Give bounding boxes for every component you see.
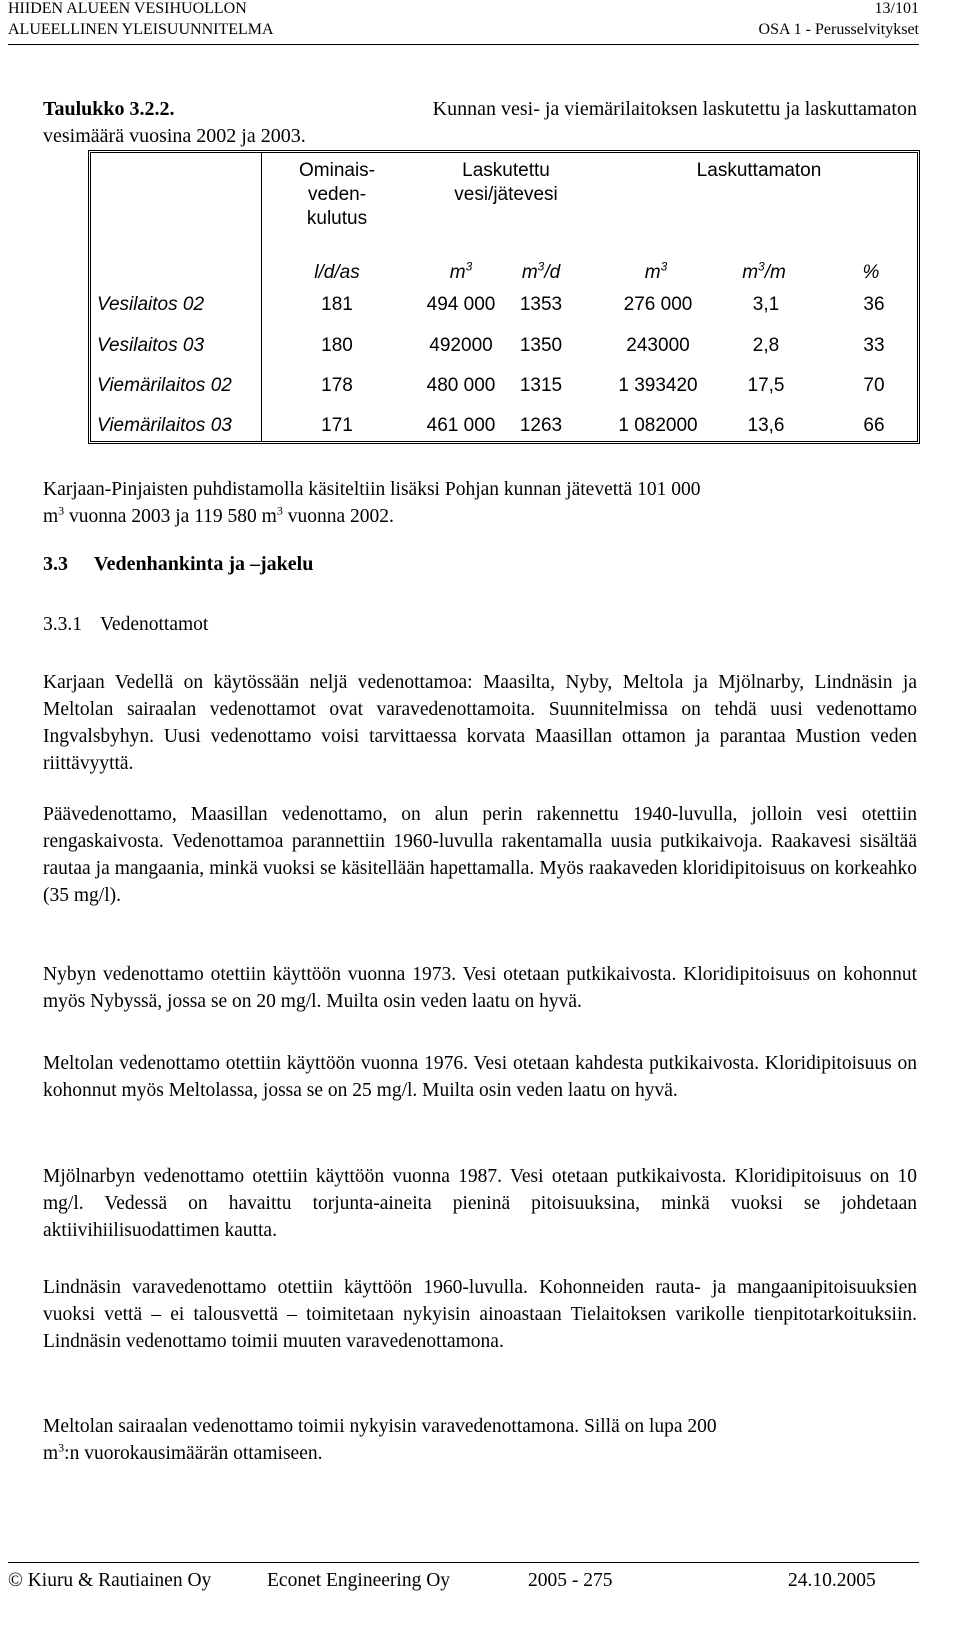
paragraph-maasilta: Päävedenottamo, Maasillan vedenottamo, on alun perin rakennettu 1940-luvulla, jolloin vesi otettiin rengaskaivosta. Vedenottamoa parannettiin 1960-luvulla rakentamalla uusia putkikaivoja. Raakavesi sisältää rautaa ja mangaania, minkä vuoksi se käsitellään hapettamalla. Myös raakaveden kloridipitoisuus on korkeahko (35 mg/l). xyxy=(43,804,917,906)
header-title-line2: ALUEELLINEN YLEISUUNNITELMA xyxy=(8,21,274,38)
table-divider xyxy=(261,153,262,441)
table-note xyxy=(43,476,917,530)
paragraph-lindnas: Lindnäsin varavedenottamo otettiin käyttöön 1960-luvulla. Kohonneiden rauta- ja mangaanipitoisuuksien vuoksi vettä – ei talousvettä – toimitetaan nykyisin ainoastaan Tielaitoksen varikolle tienpitotarkoituksiin. Lindnäsin vedenottamo toimii muuten varavedenottamona. xyxy=(43,1277,917,1352)
section-heading: 3.3 Vedenhankinta ja –jakelu xyxy=(43,553,314,575)
table-cell: 36 xyxy=(863,294,885,315)
table-cell: 494 000 xyxy=(426,294,496,315)
table-cell: 13,6 xyxy=(747,415,785,436)
table-note-line1: Karjaan-Pinjaisten puhdistamolla käsiteltiin lisäksi Pohjan kunnan jätevettä 101 000 xyxy=(43,479,701,500)
header-title-line1: HIIDEN ALUEEN VESIHUOLLON xyxy=(8,0,247,17)
page-header-top xyxy=(8,0,952,18)
paragraph-nyby: Nybyn vedenottamo otettiin käyttöön vuonna 1973. Vesi otetaan putkikaivosta. Kloridipitoisuus on kohonnut myös Nybyssä, jossa se on 20 mg/l. Muilta osin veden laatu on hyvä. xyxy=(43,964,917,1012)
unit-m3-per-d: $m^3/d$ xyxy=(521,259,561,283)
table-cell: 492000 xyxy=(429,335,493,356)
table-cell: 480 000 xyxy=(426,375,496,396)
table-cell: 243000 xyxy=(626,335,690,356)
caption-text-line2: vesimäärä vuosina 2002 ja 2003. xyxy=(43,125,306,147)
unit-m3: $m^3$ xyxy=(449,259,473,283)
footer-rule xyxy=(8,1562,919,1563)
table-cell: 178 xyxy=(321,375,353,396)
table-cell: 17,5 xyxy=(747,375,785,396)
caption-text-line1: Kunnan vesi- ja viemärilaitoksen laskutettu ja laskuttamaton xyxy=(432,98,917,120)
unit-percent: % xyxy=(862,262,880,283)
paragraph-water-intakes: Karjaan Vedellä on käytössään neljä vedenottamoa: Maasilta, Nyby, Meltola ja Mjölnarby, Lindnäsin ja Meltolan sairaalan vedenottamot ovat varavedenottamoita. Suunnitelmissa on tehdä uusi vedenottamo Ingvalsbyhyn. Uusi vedenottamo voisi tarvittaessa korvata Maasillan ottamon ja parantaa Mustion veden riittävyyttä. xyxy=(43,672,917,774)
row-name: Viemärilaitos 02 xyxy=(97,375,232,396)
footer-date: 24.10.2005 xyxy=(788,1570,876,1591)
footer-company-2: Econet Engineering Oy xyxy=(267,1570,451,1591)
paragraph-meltola-hospital-line1: Meltolan sairaalan vedenottamo toimii nykyisin varavedenottamona. Sillä on lupa 200 xyxy=(43,1416,717,1437)
table-cell: 1 393420 xyxy=(618,375,698,396)
water-volume-table xyxy=(88,150,920,444)
table-cell: 1350 xyxy=(519,335,563,356)
header-rule xyxy=(8,44,919,45)
paragraph-meltola-hospital-line2: $m^3:n$ vuorokausimäärän ottamiseen. xyxy=(43,1440,323,1464)
header-specific-consumption: Ominais- veden- kulutus xyxy=(298,160,376,229)
table-cell: 1315 xyxy=(519,375,563,396)
table-cell: 70 xyxy=(863,375,885,396)
table-cell: 180 xyxy=(321,335,353,356)
table-cell: 181 xyxy=(321,294,353,315)
paragraph-mjolnarby: Mjölnarbyn vedenottamo otettiin käyttöön vuonna 1987. Vesi otetaan putkikaivosta. Kloridipitoisuus on 10 mg/l. Vedessä on havaittu torjunta-aineita pieninä pitoisuuksina, minkä vuoksi se johdetaan aktiivihiilisuodattimen kautta. xyxy=(43,1166,917,1241)
table-caption xyxy=(43,96,917,150)
unit-l-d-as: l/d/as xyxy=(314,262,360,283)
row-name: Viemärilaitos 03 xyxy=(97,415,232,436)
paragraph-meltola-hospital xyxy=(43,1413,917,1467)
row-name: Vesilaitos 02 xyxy=(97,294,205,315)
unit-m3-unbilled: $m^3$ xyxy=(644,259,668,283)
footer-company-1: © Kiuru & Rautiainen Oy xyxy=(8,1570,212,1591)
table-cell: 66 xyxy=(863,415,885,436)
row-name: Vesilaitos 03 xyxy=(97,335,205,356)
page-header-bottom xyxy=(8,21,952,39)
table-cell: 1 082000 xyxy=(618,415,698,436)
table-note-line2: $m^3$ vuonna 2003 ja 119 580 $m^3$ vuonna 2002. xyxy=(43,503,394,527)
unit-m3-per-m: $m^3/m$ xyxy=(742,259,786,283)
paragraph-meltola: Meltolan vedenottamo otettiin käyttöön vuonna 1976. Vesi otetaan kahdesta putkikaivosta. Kloridipitoisuus on kohonnut myös Meltolassa, jossa se on 25 mg/l. Muilta osin veden laatu on hyvä. xyxy=(43,1053,917,1101)
table-cell: 1263 xyxy=(519,415,563,436)
table-cell: 276 000 xyxy=(623,294,693,315)
table-cell: 33 xyxy=(863,335,885,356)
header-unbilled: Laskuttamaton xyxy=(696,160,822,181)
subsection-heading: 3.3.1 Vedenottamot xyxy=(43,614,209,635)
header-page-number: 13/101 xyxy=(874,0,919,17)
table-cell: 461 000 xyxy=(426,415,496,436)
table-cell: 3,1 xyxy=(752,294,780,315)
header-billed: Laskutettu vesi/jätevesi xyxy=(454,160,558,205)
header-part-label: OSA 1 - Perusselvitykset xyxy=(758,21,919,38)
table-cell: 2,8 xyxy=(752,335,780,356)
caption-label: Taulukko 3.2.2. xyxy=(43,98,175,120)
table-cell: 1353 xyxy=(519,294,563,315)
table-cell: 171 xyxy=(321,415,353,436)
footer-project-number: 2005 - 275 xyxy=(528,1570,613,1591)
